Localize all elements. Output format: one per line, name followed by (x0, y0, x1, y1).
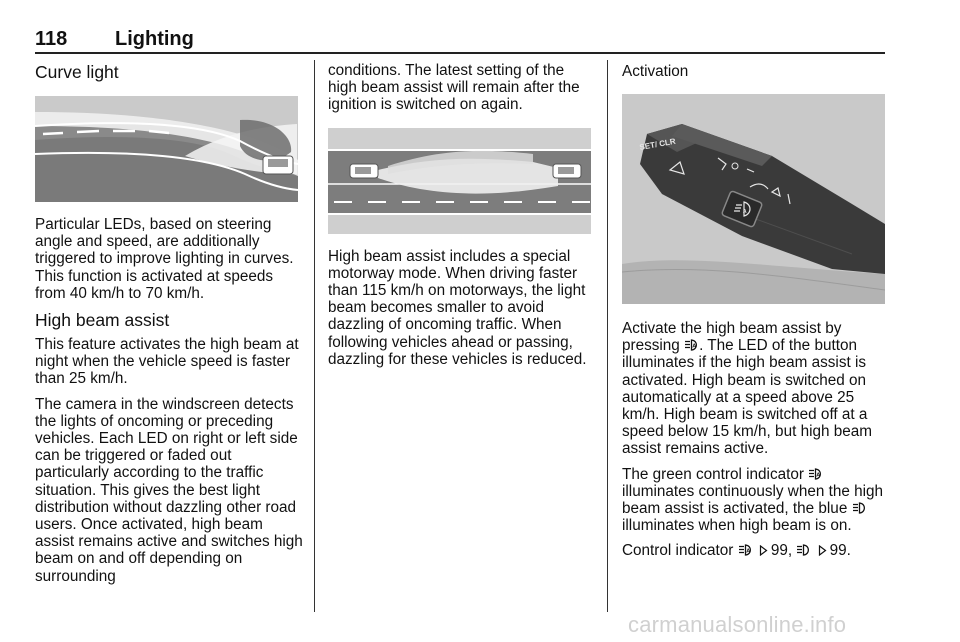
page-reference-link[interactable]: 99, (770, 542, 793, 560)
page-reference-link[interactable]: 99. (829, 542, 851, 560)
set-clr-label: SET/ CLR (638, 136, 677, 152)
hba-continued-text: conditions. The latest setting of the high beam assist will remain after the ignition is switched on again. (328, 62, 580, 114)
svg-text:A: A (692, 343, 697, 350)
indicator-text-b: illuminates continuously when the high beam assist is activated, the blue (622, 482, 884, 518)
column-left (35, 62, 303, 593)
control-indicator-label: Control indicator (622, 542, 734, 560)
column-divider (314, 60, 315, 612)
indicator-text-a: The green control indicator (622, 465, 804, 483)
motorway-mode-text: High beam assist includes a special motorway mode. When driving faster than 115 km/h on motorways, the light beam becomes smaller to avoid dazzling of oncoming traffic. When following vehicles ahead or passing, dazzling for these vehicles is reduced. (328, 247, 587, 368)
column-divider (607, 60, 608, 612)
control-indicator-text (622, 542, 890, 559)
activation-text-a: Activate the high beam assist by pressing (622, 320, 842, 355)
activation-text-b: . The LED of the button illuminates if the high beam assist is activated. High beam is switched on automatically at a speed above 25 km/h. High beam is switched off at a speed below 15 km/h, but high beam assist remains active. (622, 337, 873, 458)
high-beam-assist-icon (684, 339, 699, 351)
motorway-mode-figure (328, 128, 591, 234)
high-beam-assist-heading: High beam assist (35, 310, 170, 331)
indicator-text-c: illuminates when high beam is on. (622, 517, 852, 535)
high-beam-icon (796, 544, 811, 556)
high-beam-assist-icon (738, 544, 753, 556)
high-beam-assist-icon (808, 468, 823, 480)
curve-light-text: Particular LEDs, based on steering angle and speed, are additionally triggered to improve lighting in curves. This function is activated at speeds from 40 km/h to 70 km/h. (35, 216, 294, 302)
column-right (622, 62, 890, 568)
page-reference-icon[interactable] (818, 545, 827, 556)
curve-light-heading: Curve light (35, 62, 119, 82)
activation-text (622, 320, 890, 458)
section-title: Lighting (115, 28, 194, 50)
curve-light-figure (35, 96, 298, 202)
hba-intro-text: This feature activates the high beam at night when the vehicle speed is faster than 25 km/h. (35, 336, 299, 388)
turn-signal-lever-figure (622, 94, 885, 304)
svg-text:A: A (816, 472, 821, 479)
watermark: carmanualsonline.info (628, 612, 847, 637)
indicator-text (622, 466, 890, 535)
page-number: 118 (35, 28, 68, 50)
svg-text:A: A (743, 209, 747, 215)
header-rule (35, 52, 885, 54)
svg-text:A: A (745, 549, 750, 556)
page-reference-icon[interactable] (759, 545, 768, 556)
column-middle (328, 62, 596, 376)
hba-camera-text: The camera in the windscreen detects the lights of oncoming or preceding vehicles. Each LED on right or left side can be triggered or faded out particularly according to the traffic situation. This gives the best light distribution without dazzling other road users. Once activated, high beam assist remains active and switches high beam on and off depending on surrounding (35, 395, 303, 585)
high-beam-icon (852, 502, 867, 514)
page-header (35, 28, 885, 52)
activation-heading: Activation (622, 63, 689, 80)
